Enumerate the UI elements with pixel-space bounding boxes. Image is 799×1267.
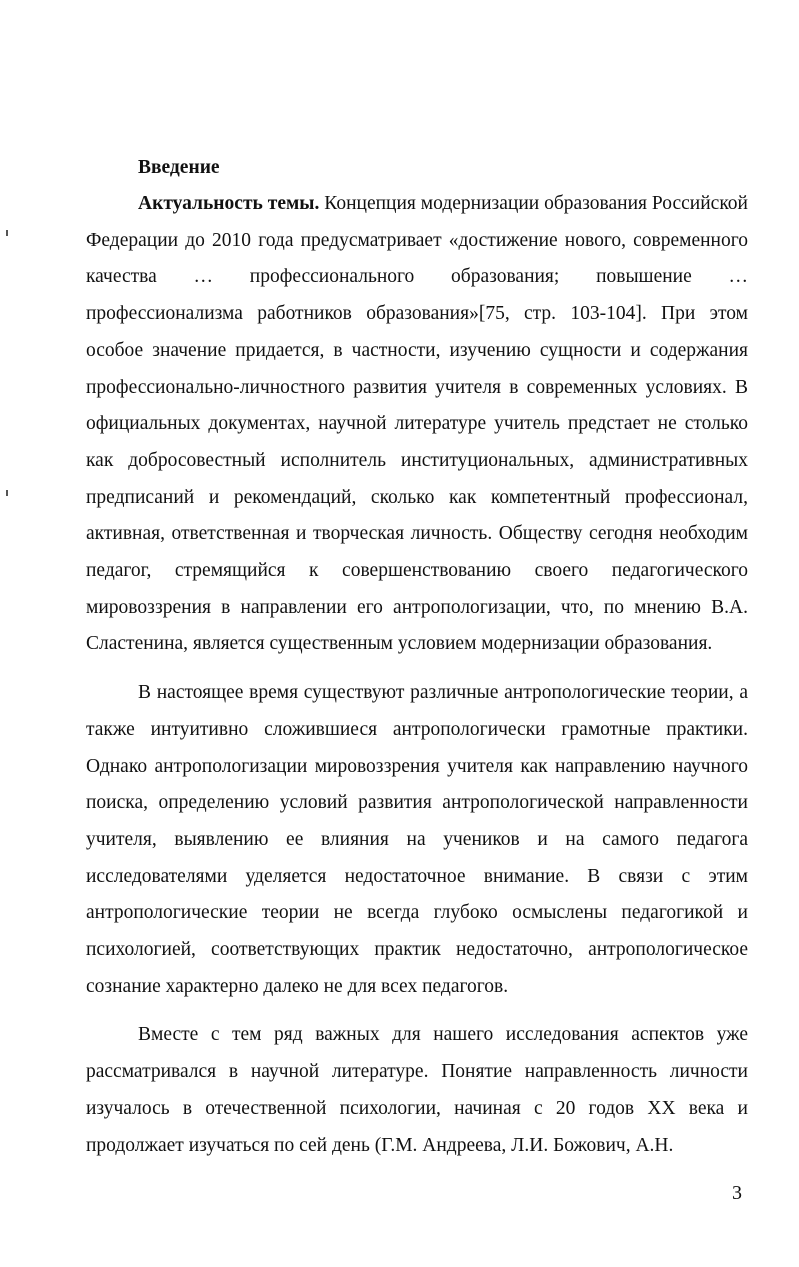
paragraph-theories: В настоящее время существуют различные антропологические теории, а также интуитивно сложившиеся антропологически грамотные практики. Однако антропологизации мировоззрения учителя как направлению научного поиска, определению условий развития антропологической направленности учителя, выявлению ее влияния на учеников и на самого педагога исследователями уделяется недостаточное внимание. В связи с этим антропологические теории не всегда глубоко осмыслены педагогикой и психологией, соответствующих практик недостаточно, антропологическое сознание характерно далеко не для всех педагогов. [86,682,748,997]
margin-mark [6,230,8,236]
section-heading: Введение [138,157,220,178]
paragraph-lead: Актуальность темы. [138,193,320,214]
paragraph-literature: Вместе с тем ряд важных для нашего исследования аспектов уже рассматривался в научной литературе. Понятие направленность личности изучалось в отечественной психологии, начиная с 20 годов XX века и продолжает изучаться по сей день (Г.М. Андреева, Л.И. Божович, А.Н. [86,1024,748,1156]
page-number: 3 [732,1182,742,1204]
paragraph-text: Концепция модернизации образования Российской Федерации до 2010 года предусматривает «достижение нового, современного качества … профессионального образования; повышение … профессионализма работников образования»[75, стр. 103-104]. При этом особое значение придается, в частности, изучению сущности и содержания профессионально-личностного развития учителя в современных условиях. В официальных документах, научной литературе учитель предстает не столько как добросовестный исполнитель институциональных, административных предписаний и рекомендаций, сколько как компетентный профессионал, активная, ответственная и творческая личность. Обществу сегодня необходим педагог, стремящийся к совершенствованию своего педагогического мировоззрения в направлении его антропологизации, что, по мнению В.А. Сластенина, является существенным условием модернизации образования. [86,193,748,655]
margin-mark [6,490,8,496]
document-page [86,150,748,1164]
paragraph-relevance [86,186,748,663]
